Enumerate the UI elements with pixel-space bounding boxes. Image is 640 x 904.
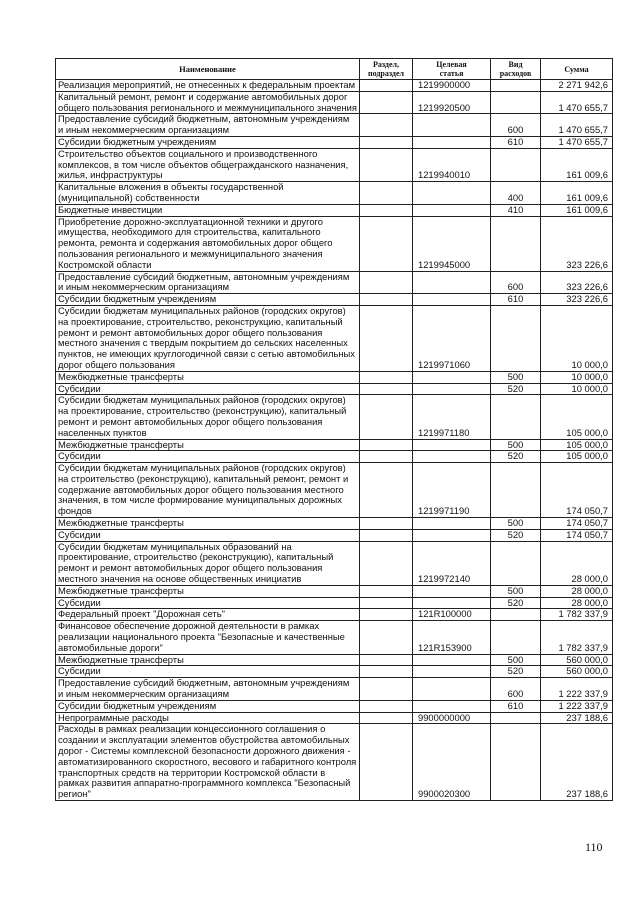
row-sum: 161 009,6 xyxy=(541,148,613,181)
table-row xyxy=(56,371,613,383)
table-row xyxy=(56,114,613,137)
row-name: Предоставление субсидий бюджетным, автономным учреждениям и иным некоммерческим организациям xyxy=(56,271,360,294)
row-sum: 1 470 655,7 xyxy=(541,91,613,114)
row-target xyxy=(413,585,491,597)
row-name: Непрограммные расходы xyxy=(56,712,360,724)
header-sum: Сумма xyxy=(541,59,613,80)
table-row xyxy=(56,518,613,530)
row-name: Предоставление субсидий бюджетным, автономным учреждениям и иным некоммерческим организациям xyxy=(56,114,360,137)
row-section xyxy=(360,371,413,383)
row-target: 1219971180 xyxy=(413,395,491,439)
table-row xyxy=(56,712,613,724)
row-target: 1219920500 xyxy=(413,91,491,114)
row-target: 1219971060 xyxy=(413,305,491,371)
row-expense-type: 610 xyxy=(491,136,541,148)
row-expense-type: 520 xyxy=(491,597,541,609)
header-expense-type xyxy=(491,59,541,80)
table-row xyxy=(56,609,613,621)
table-row xyxy=(56,451,613,463)
row-name: Расходы в рамках реализации концессионного соглашения о создании и эксплуатации элементов обустройства автомобильных дорог - Системы комплексной безопасности дорожного движения - автоматизированного скоростного, весового и габаритного контроля транспортных средств на территории Костромской области в рамках развития аппаратно-программного комплекса "Безопасный регион" xyxy=(56,724,360,801)
row-name: Субсидии xyxy=(56,666,360,678)
row-target: 9900020300 xyxy=(413,724,491,801)
row-target xyxy=(413,383,491,395)
row-name: Предоставление субсидий бюджетным, автономным учреждениям и иным некоммерческим организациям xyxy=(56,678,360,701)
table-row xyxy=(56,136,613,148)
row-section xyxy=(360,383,413,395)
row-expense-type: 610 xyxy=(491,294,541,306)
row-section xyxy=(360,91,413,114)
table-body xyxy=(56,80,613,801)
row-section xyxy=(360,114,413,137)
table-row xyxy=(56,666,613,678)
row-section xyxy=(360,305,413,371)
row-sum: 1 470 655,7 xyxy=(541,114,613,137)
row-expense-type xyxy=(491,80,541,92)
row-target xyxy=(413,597,491,609)
row-sum: 323 226,6 xyxy=(541,271,613,294)
row-sum: 2 271 942,6 xyxy=(541,80,613,92)
row-name: Субсидии бюджетным учреждениям xyxy=(56,700,360,712)
row-name: Субсидии бюджетам муниципальных районов (городских округов) на проектирование, строительство (реконструкцию), капитальный ремонт и ремонт автомобильных дорог общего пользования населенных пунктов xyxy=(56,395,360,439)
table-row xyxy=(56,395,613,439)
row-name: Межбюджетные трансферты xyxy=(56,371,360,383)
table-row xyxy=(56,271,613,294)
row-name: Субсидии xyxy=(56,529,360,541)
table-row xyxy=(56,654,613,666)
row-section xyxy=(360,597,413,609)
table-row xyxy=(56,148,613,181)
row-target xyxy=(413,271,491,294)
row-name: Субсидии xyxy=(56,383,360,395)
row-expense-type: 500 xyxy=(491,654,541,666)
row-target xyxy=(413,451,491,463)
row-expense-type xyxy=(491,609,541,621)
row-target xyxy=(413,700,491,712)
row-target: 121R100000 xyxy=(413,609,491,621)
table-row xyxy=(56,216,613,271)
row-target: 1219940010 xyxy=(413,148,491,181)
row-sum: 10 000,0 xyxy=(541,383,613,395)
row-sum: 237 188,6 xyxy=(541,724,613,801)
row-name: Межбюджетные трансферты xyxy=(56,439,360,451)
header-exp-line1: Вид xyxy=(508,60,523,69)
header-target xyxy=(413,59,491,80)
row-sum: 105 000,0 xyxy=(541,439,613,451)
row-target xyxy=(413,654,491,666)
table-row xyxy=(56,305,613,371)
row-section xyxy=(360,294,413,306)
row-sum: 161 009,6 xyxy=(541,204,613,216)
row-expense-type xyxy=(491,305,541,371)
row-expense-type: 500 xyxy=(491,585,541,597)
row-sum: 161 009,6 xyxy=(541,182,613,205)
header-section-line2: подраздел xyxy=(367,69,405,78)
row-section xyxy=(360,451,413,463)
row-sum: 1 222 337,9 xyxy=(541,678,613,701)
row-section xyxy=(360,678,413,701)
budget-table xyxy=(55,58,613,801)
row-target: 1219972140 xyxy=(413,541,491,585)
row-section xyxy=(360,204,413,216)
row-section xyxy=(360,541,413,585)
row-expense-type: 520 xyxy=(491,666,541,678)
row-sum: 560 000,0 xyxy=(541,666,613,678)
row-section xyxy=(360,271,413,294)
row-expense-type: 500 xyxy=(491,371,541,383)
row-name: Субсидии бюджетам муниципальных районов (городских округов) на проектирование, строительство, реконструкцию, капитальный ремонт и ремонт автомобильных дорог общего пользования местного значения с твердым покрытием до сельских населенных пунктов, не имеющих круглогодичной связи с сетью автомобильных дорог общего пользования xyxy=(56,305,360,371)
row-expense-type: 600 xyxy=(491,678,541,701)
table-row xyxy=(56,541,613,585)
row-section xyxy=(360,654,413,666)
row-expense-type: 600 xyxy=(491,271,541,294)
row-section xyxy=(360,621,413,654)
row-name: Капитальный ремонт, ремонт и содержание автомобильных дорог общего пользования регионального и межмуниципального значения xyxy=(56,91,360,114)
row-target xyxy=(413,666,491,678)
row-target xyxy=(413,371,491,383)
row-section xyxy=(360,136,413,148)
table-row xyxy=(56,91,613,114)
row-expense-type: 600 xyxy=(491,114,541,137)
row-expense-type: 520 xyxy=(491,529,541,541)
row-name: Строительство объектов социального и производственного комплексов, в том числе объектов общегражданского назначения, жилья, инфраструктуры xyxy=(56,148,360,181)
header-exp-line2: расходов xyxy=(499,69,532,78)
row-section xyxy=(360,609,413,621)
table-row xyxy=(56,204,613,216)
row-section xyxy=(360,148,413,181)
row-sum: 323 226,6 xyxy=(541,216,613,271)
row-name: Субсидии бюджетным учреждениям xyxy=(56,294,360,306)
row-expense-type: 500 xyxy=(491,518,541,530)
row-expense-type xyxy=(491,463,541,518)
row-sum: 28 000,0 xyxy=(541,585,613,597)
row-section xyxy=(360,463,413,518)
page-number: 110 xyxy=(585,840,603,854)
row-name: Федеральный проект "Дорожная сеть" xyxy=(56,609,360,621)
row-sum: 1 470 655,7 xyxy=(541,136,613,148)
row-target xyxy=(413,136,491,148)
row-name: Межбюджетные трансферты xyxy=(56,654,360,666)
row-sum: 105 000,0 xyxy=(541,395,613,439)
row-section xyxy=(360,700,413,712)
row-expense-type: 410 xyxy=(491,204,541,216)
row-sum: 174 050,7 xyxy=(541,463,613,518)
row-name: Капитальные вложения в объекты государственной (муниципальной) собственности xyxy=(56,182,360,205)
table-row xyxy=(56,182,613,205)
row-expense-type: 400 xyxy=(491,182,541,205)
table-row xyxy=(56,529,613,541)
row-target: 1219945000 xyxy=(413,216,491,271)
table-row xyxy=(56,80,613,92)
header-target-line2: статья xyxy=(439,69,464,78)
row-section xyxy=(360,182,413,205)
row-name: Субсидии xyxy=(56,451,360,463)
row-sum: 237 188,6 xyxy=(541,712,613,724)
table-row xyxy=(56,383,613,395)
row-section xyxy=(360,529,413,541)
row-section xyxy=(360,666,413,678)
header-section-line1: Раздел, xyxy=(372,60,400,69)
row-name: Субсидии бюджетам муниципальных районов (городских округов) на строительство (реконструкцию), капитальный ремонт, ремонт и содержание автомобильных дорог общего пользования местного значения, в том числе формирование муниципальных дорожных фондов xyxy=(56,463,360,518)
row-expense-type: 500 xyxy=(491,439,541,451)
row-target: 9900000000 xyxy=(413,712,491,724)
row-expense-type: 520 xyxy=(491,383,541,395)
row-section xyxy=(360,518,413,530)
header-name: Наименование xyxy=(56,59,360,80)
row-sum: 1 782 337,9 xyxy=(541,621,613,654)
row-target: 1219900000 xyxy=(413,80,491,92)
table-row xyxy=(56,463,613,518)
table-row xyxy=(56,724,613,801)
row-sum: 10 000,0 xyxy=(541,371,613,383)
table-row xyxy=(56,585,613,597)
row-target xyxy=(413,182,491,205)
row-sum: 323 226,6 xyxy=(541,294,613,306)
row-section xyxy=(360,712,413,724)
header-target-line1: Целевая xyxy=(436,60,467,69)
header-section xyxy=(360,59,413,80)
row-name: Бюджетные инвестиции xyxy=(56,204,360,216)
row-sum: 28 000,0 xyxy=(541,597,613,609)
row-sum: 28 000,0 xyxy=(541,541,613,585)
row-sum: 174 050,7 xyxy=(541,518,613,530)
row-name: Межбюджетные трансферты xyxy=(56,585,360,597)
row-sum: 174 050,7 xyxy=(541,529,613,541)
row-expense-type: 610 xyxy=(491,700,541,712)
row-section xyxy=(360,395,413,439)
row-expense-type xyxy=(491,724,541,801)
row-expense-type xyxy=(491,91,541,114)
row-name: Субсидии xyxy=(56,597,360,609)
row-section xyxy=(360,724,413,801)
table-row xyxy=(56,700,613,712)
row-section xyxy=(360,439,413,451)
row-expense-type xyxy=(491,621,541,654)
row-target xyxy=(413,294,491,306)
row-expense-type xyxy=(491,541,541,585)
row-target xyxy=(413,114,491,137)
row-name: Субсидии бюджетным учреждениям xyxy=(56,136,360,148)
row-expense-type xyxy=(491,712,541,724)
table-row xyxy=(56,439,613,451)
row-target xyxy=(413,678,491,701)
row-target xyxy=(413,204,491,216)
table-row xyxy=(56,621,613,654)
row-sum: 1 222 337,9 xyxy=(541,700,613,712)
row-target: 1219971190 xyxy=(413,463,491,518)
table-header-row xyxy=(56,59,613,80)
row-section xyxy=(360,216,413,271)
table-row xyxy=(56,678,613,701)
row-expense-type: 520 xyxy=(491,451,541,463)
row-target xyxy=(413,529,491,541)
row-target xyxy=(413,439,491,451)
table-row xyxy=(56,294,613,306)
row-sum: 1 782 337,9 xyxy=(541,609,613,621)
row-expense-type xyxy=(491,148,541,181)
row-target: 121R153900 xyxy=(413,621,491,654)
row-sum: 10 000,0 xyxy=(541,305,613,371)
row-section xyxy=(360,585,413,597)
row-name: Финансовое обеспечение дорожной деятельности в рамках реализации национального проекта "Безопасные и качественные автомобильные дороги" xyxy=(56,621,360,654)
row-name: Приобретение дорожно-эксплуатационной техники и другого имущества, необходимого для строительства, капитального ремонта, ремонта и содержания автомобильных дорог общего пользования регионального и межмуниципального значения Костромской области xyxy=(56,216,360,271)
table-row xyxy=(56,597,613,609)
row-sum: 560 000,0 xyxy=(541,654,613,666)
row-name: Субсидии бюджетам муниципальных образований на проектирование, строительство (реконструкцию), капитальный ремонт и ремонт автомобильных дорог общего пользования местного значения на основе общественных инициатив xyxy=(56,541,360,585)
row-section xyxy=(360,80,413,92)
row-expense-type xyxy=(491,216,541,271)
row-name: Межбюджетные трансферты xyxy=(56,518,360,530)
row-sum: 105 000,0 xyxy=(541,451,613,463)
row-target xyxy=(413,518,491,530)
row-expense-type xyxy=(491,395,541,439)
row-name: Реализация мероприятий, не отнесенных к федеральным проектам xyxy=(56,80,360,92)
